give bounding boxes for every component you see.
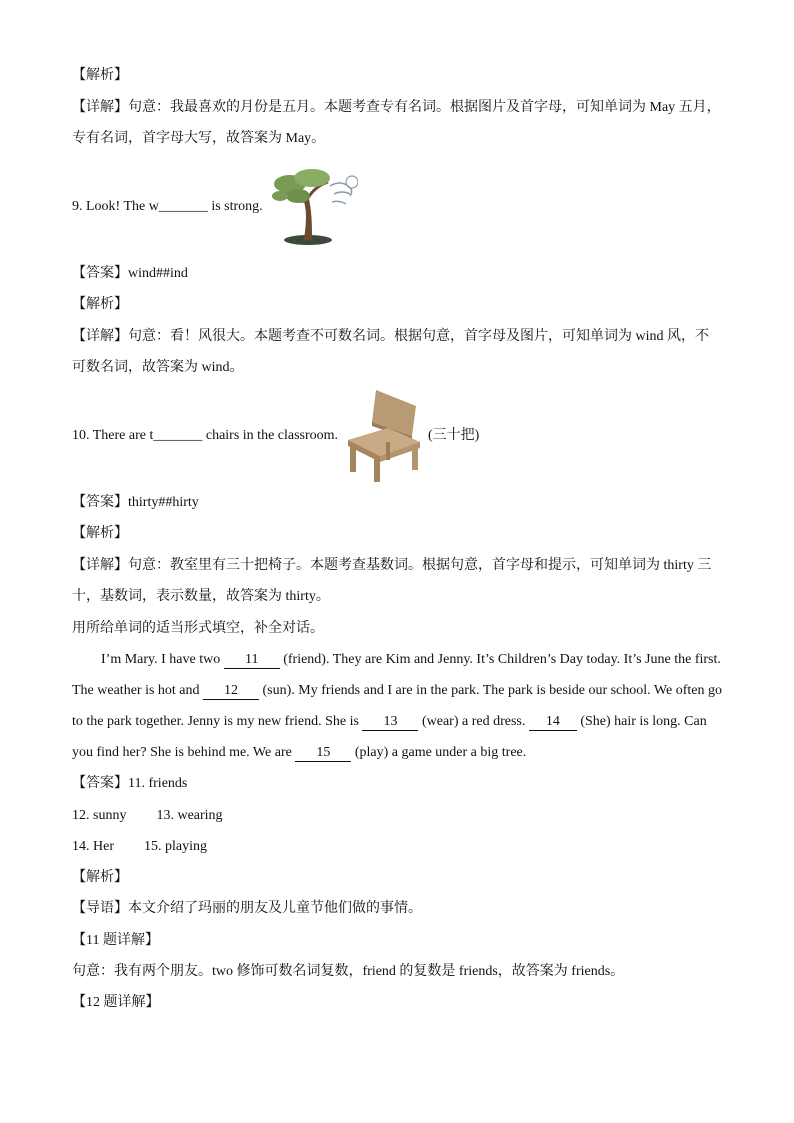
analysis-label: 【解析】 (72, 297, 128, 312)
blank-15: 15 (295, 745, 351, 762)
passage-line (101, 650, 721, 670)
detail-line: 【详解】句意：看！风很大。本题考查不可数名词。根据句意，首字母及图片，可知单词为 wind 风，不 (72, 329, 709, 344)
detail-line: 十，基数词，表示数量，故答案为 thirty。 (72, 589, 330, 604)
analysis-label: 【解析】 (72, 526, 128, 541)
section-heading-11: 【11 题详解】 (72, 933, 159, 948)
passage-text: The weather is hot and (72, 683, 204, 698)
question-10-hint: (三十把) (428, 428, 480, 443)
answers-row (72, 837, 207, 857)
answer-9: 【答案】wind##ind (72, 266, 188, 281)
blank-12: 12 (203, 683, 259, 700)
detail-line: 可数名词，故答案为 wind。 (72, 360, 244, 375)
answer-13: 13. wearing (156, 808, 223, 823)
answer-11: 【答案】11. friends (72, 776, 188, 791)
analysis-label: 【解析】 (72, 68, 128, 83)
answer-10: 【答案】thirty##hirty (72, 495, 199, 510)
answer-15: 15. playing (144, 839, 207, 854)
passage-text: (friend). They are Kim and Jenny. It’s Children’s Day today. It’s June the first. (279, 652, 721, 667)
analysis-label: 【解析】 (72, 870, 128, 885)
detail-line: 专有名词，首字母大写，故答案为 May。 (72, 131, 326, 146)
question-9: 9. Look! The w_______ is strong. (72, 199, 263, 214)
passage-text: (play) a game under a big tree. (351, 745, 527, 760)
windy-tree-icon (268, 166, 358, 248)
passage-line (72, 743, 526, 763)
section-instruction: 用所给单词的适当形式填空，补全对话。 (72, 621, 324, 636)
answers-row (72, 806, 223, 826)
chair-icon (342, 384, 422, 484)
passage-line (72, 712, 707, 732)
detail-line: 【详解】句意：教室里有三十把椅子。本题考查基数词。根据句意，首字母和提示，可知单词为 thirty 三 (72, 558, 712, 573)
detail-line: 【详解】句意：我最喜欢的月份是五月。本题考查专有名词。根据图片及首字母，可知单词为 May 五月， (72, 100, 721, 115)
blank-11: 11 (224, 652, 280, 669)
detail-line: 句意：我有两个朋友。two 修饰可数名词复数，friend 的复数是 friends，故答案为 friends。 (72, 964, 625, 979)
passage-text: you find her? She is behind me. We are (72, 745, 296, 760)
blank-14: 14 (529, 714, 577, 731)
section-heading-12: 【12 题详解】 (72, 995, 160, 1010)
passage-text: (sun). My friends and I are in the park. The park is beside our school. We often go (259, 683, 722, 698)
passage-text: to the park together. Jenny is my new friend. She is (72, 714, 363, 729)
passage-text: (wear) a red dress. (418, 714, 529, 729)
answer-14: 14. Her (72, 839, 114, 854)
answer-12: 12. sunny (72, 808, 127, 823)
passage-text: (She) hair is long. Can (576, 714, 707, 729)
passage-line (72, 681, 722, 701)
blank-13: 13 (362, 714, 418, 731)
passage-text: I’m Mary. I have two (101, 652, 224, 667)
guide-line: 【导语】本文介绍了玛丽的朋友及儿童节他们做的事情。 (72, 901, 422, 916)
question-10: 10. There are t_______ chairs in the classroom. (72, 428, 339, 443)
